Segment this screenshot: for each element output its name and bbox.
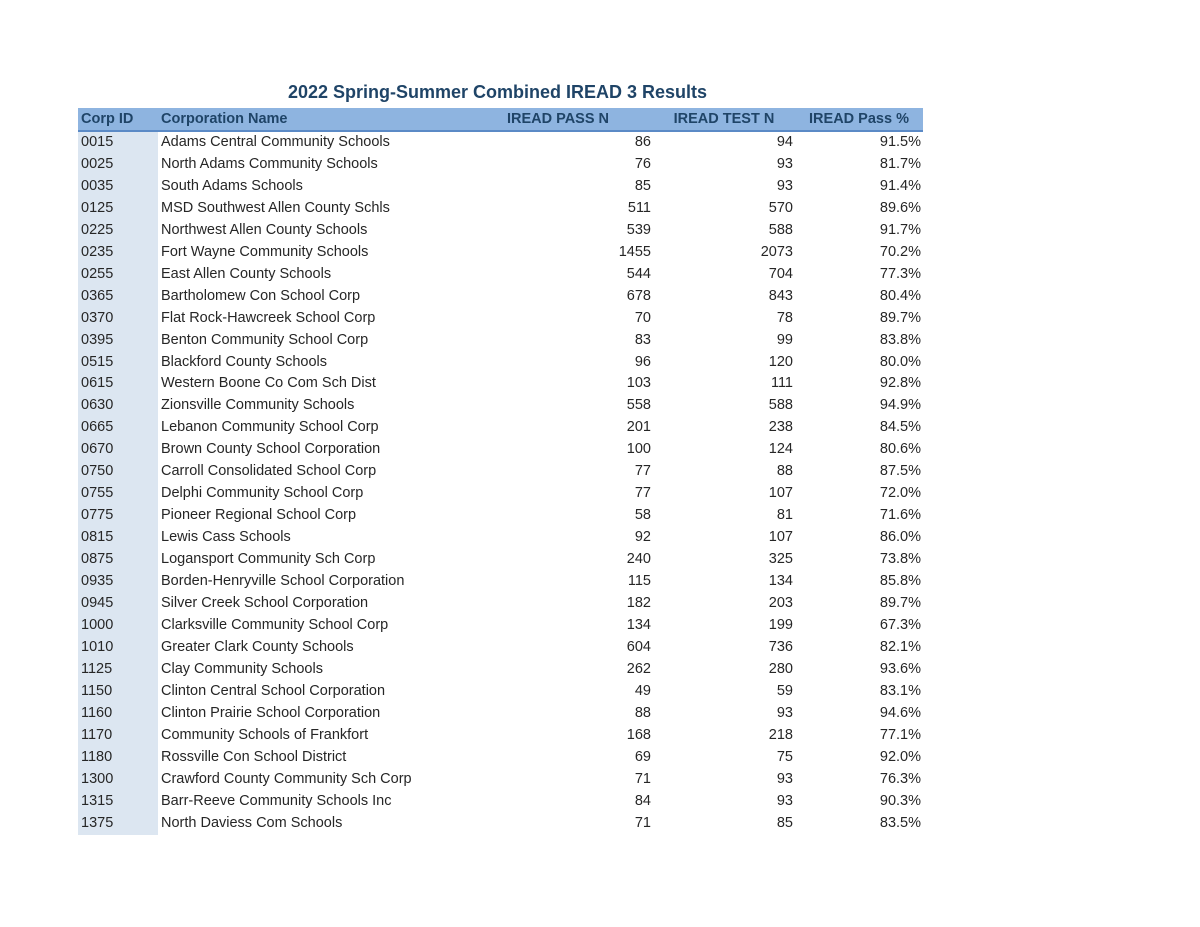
- iread-pass-n-cell: 201: [626, 419, 651, 436]
- iread-pass-pct-cell: 77.1%: [879, 726, 921, 743]
- table-row: [78, 681, 923, 703]
- table-row: [78, 417, 923, 439]
- corporation-name-cell: Rossville Con School District: [161, 748, 347, 765]
- iread-test-n-cell: 81: [776, 507, 793, 524]
- iread-pass-n-cell: 88: [634, 704, 651, 721]
- iread-pass-n-cell: 511: [627, 199, 651, 216]
- corporation-name-cell: Clinton Central School Corporation: [161, 682, 386, 699]
- iread-pass-n-cell: 96: [634, 353, 651, 370]
- corporation-name-cell: Northwest Allen County Schools: [161, 221, 368, 238]
- corporation-name-cell: Bartholomew Con School Corp: [161, 287, 361, 304]
- iread-test-n-cell: 78: [776, 309, 793, 326]
- iread-pass-pct-cell: 91.5%: [879, 134, 921, 150]
- corporation-name-cell: Clinton Prairie School Corporation: [161, 704, 381, 721]
- iread-pass-pct-cell: 89.7%: [879, 595, 921, 612]
- iread-pass-pct-cell: 92.0%: [879, 748, 921, 765]
- table-row: [78, 330, 923, 352]
- iread-pass-n-cell: 115: [627, 573, 651, 590]
- corporation-name-cell: MSD Southwest Allen County Schls: [161, 199, 390, 216]
- corp-id-cell: 1160: [78, 703, 158, 725]
- corporation-name-cell: Lewis Cass Schools: [161, 529, 291, 546]
- iread-pass-n-cell: 83: [634, 331, 651, 348]
- iread-test-n-cell: 93: [776, 770, 793, 787]
- iread-test-n-cell: 124: [768, 441, 793, 458]
- iread-test-n-cell: 94: [776, 134, 793, 150]
- table-row: [78, 637, 923, 659]
- iread-pass-pct-cell: 80.6%: [879, 441, 921, 458]
- table-body: [78, 131, 923, 835]
- table-row: [78, 395, 923, 417]
- table-row: [78, 549, 923, 571]
- corporation-name-cell: Flat Rock-Hawcreek School Corp: [161, 309, 376, 326]
- table-row: [78, 131, 923, 154]
- iread-pass-pct-cell: 83.1%: [879, 682, 921, 699]
- column-header-iread-test-n: IREAD TEST N: [653, 108, 795, 131]
- iread-pass-n-cell: 544: [626, 265, 651, 282]
- iread-pass-n-cell: 86: [634, 134, 651, 150]
- iread-pass-n-cell: 92: [634, 529, 651, 546]
- iread-pass-pct-cell: 72.0%: [879, 485, 921, 502]
- iread-pass-pct-cell: 81.7%: [879, 155, 921, 172]
- corporation-name-cell: Brown County School Corporation: [161, 441, 381, 458]
- table-row: [78, 198, 923, 220]
- corporation-name-cell: Logansport Community Sch Corp: [161, 551, 376, 568]
- table-row: [78, 264, 923, 286]
- corporation-name-cell: Silver Creek School Corporation: [161, 595, 369, 612]
- corporation-name-cell: Carroll Consolidated School Corp: [161, 463, 377, 480]
- iread-test-n-cell: 59: [776, 682, 793, 699]
- iread-pass-n-cell: 262: [626, 660, 651, 677]
- table-row: [78, 154, 923, 176]
- corporation-name-cell: Barr-Reeve Community Schools Inc: [161, 792, 392, 809]
- corp-id-cell: 0255: [78, 264, 158, 286]
- iread-pass-pct-cell: 94.6%: [879, 704, 921, 721]
- iread-test-n-cell: 325: [768, 551, 793, 568]
- iread-test-n-cell: 111: [770, 375, 793, 392]
- iread-test-n-cell: 93: [776, 177, 793, 194]
- iread-test-n-cell: 75: [776, 748, 793, 765]
- corp-id-cell: 0935: [78, 571, 158, 593]
- table-row: [78, 571, 923, 593]
- iread-test-n-cell: 85: [776, 814, 793, 831]
- iread-pass-n-cell: 49: [634, 682, 651, 699]
- column-header-corporation-name: Corporation Name: [158, 108, 463, 131]
- iread-test-n-cell: 134: [768, 573, 793, 590]
- iread-pass-n-cell: 240: [626, 551, 651, 568]
- iread-test-n-cell: 280: [768, 660, 793, 677]
- iread-pass-pct-cell: 89.6%: [879, 199, 921, 216]
- page-title: 2022 Spring-Summer Combined IREAD 3 Results: [287, 82, 708, 102]
- iread-pass-pct-cell: 93.6%: [879, 660, 921, 677]
- iread-pass-pct-cell: 77.3%: [879, 265, 921, 282]
- corporation-name-cell: Benton Community School Corp: [161, 331, 369, 348]
- iread-test-n-cell: 99: [776, 331, 793, 348]
- table-row: [78, 813, 923, 835]
- iread-test-n-cell: 704: [768, 265, 793, 282]
- iread-test-n-cell: 570: [768, 199, 793, 216]
- corp-id-cell: 1375: [78, 813, 158, 835]
- iread-pass-n-cell: 77: [634, 463, 651, 480]
- corporation-name-cell: Clay Community Schools: [161, 660, 323, 677]
- iread-pass-n-cell: 70: [634, 309, 651, 326]
- iread-pass-pct-cell: 76.3%: [879, 770, 921, 787]
- iread-test-n-cell: 2073: [760, 243, 793, 260]
- corporation-name-cell: Delphi Community School Corp: [161, 485, 364, 502]
- iread-pass-pct-cell: 84.5%: [879, 419, 921, 436]
- table-row: [78, 791, 923, 813]
- corp-id-cell: 0515: [78, 352, 158, 374]
- corp-id-cell: 1180: [78, 747, 158, 769]
- table-row: [78, 461, 923, 483]
- iread-pass-pct-cell: 89.7%: [879, 309, 921, 326]
- iread-pass-pct-cell: 71.6%: [879, 507, 921, 524]
- corporation-name-cell: Borden-Henryville School Corporation: [161, 573, 405, 590]
- iread-pass-n-cell: 678: [626, 287, 651, 304]
- corporation-name-cell: Crawford County Community Sch Corp: [161, 770, 412, 787]
- corporation-name-cell: Community Schools of Frankfort: [161, 726, 369, 743]
- corp-id-cell: 0755: [78, 483, 158, 505]
- iread-test-n-cell: 93: [776, 792, 793, 809]
- table-row: [78, 747, 923, 769]
- iread-test-n-cell: 588: [768, 221, 793, 238]
- table-row: [78, 286, 923, 308]
- corp-id-cell: 0015: [78, 131, 158, 154]
- iread-pass-pct-cell: 90.3%: [879, 792, 921, 809]
- iread-pass-pct-cell: 91.7%: [879, 221, 921, 238]
- corporation-name-cell: Western Boone Co Com Sch Dist: [161, 375, 376, 392]
- column-header-iread-pass-: IREAD Pass %: [795, 108, 923, 131]
- corp-id-cell: 1315: [78, 791, 158, 813]
- corp-id-cell: 0670: [78, 439, 158, 461]
- header-row: [78, 108, 923, 131]
- corp-id-cell: 0750: [78, 461, 158, 483]
- corp-id-cell: 1125: [78, 659, 158, 681]
- iread-pass-n-cell: 100: [626, 441, 651, 458]
- column-header-corp-id: Corp ID: [78, 108, 158, 131]
- table-row: [78, 725, 923, 747]
- table-row: [78, 615, 923, 637]
- iread-pass-n-cell: 76: [634, 155, 651, 172]
- corp-id-cell: 1300: [78, 769, 158, 791]
- table-row: [78, 176, 923, 198]
- table-row: [78, 308, 923, 330]
- iread-test-n-cell: 107: [768, 485, 793, 502]
- corp-id-cell: 0945: [78, 593, 158, 615]
- iread-test-n-cell: 238: [768, 419, 793, 436]
- iread-pass-pct-cell: 92.8%: [879, 375, 921, 392]
- iread-pass-pct-cell: 94.9%: [879, 397, 921, 414]
- table-row: [78, 242, 923, 264]
- corporation-name-cell: Pioneer Regional School Corp: [161, 507, 357, 524]
- iread-test-n-cell: 199: [768, 616, 793, 633]
- corp-id-cell: 0615: [78, 373, 158, 395]
- table-row: [78, 527, 923, 549]
- iread-pass-n-cell: 71: [634, 770, 651, 787]
- iread-test-n-cell: 88: [776, 463, 793, 480]
- corp-id-cell: 1000: [78, 615, 158, 637]
- iread-test-n-cell: 736: [768, 638, 793, 655]
- iread-pass-n-cell: 69: [634, 748, 651, 765]
- corp-id-cell: 0235: [78, 242, 158, 264]
- table-header: [78, 108, 923, 131]
- iread-pass-pct-cell: 70.2%: [879, 243, 921, 260]
- iread-pass-pct-cell: 86.0%: [879, 529, 921, 546]
- table-row: [78, 703, 923, 725]
- corporation-name-cell: Zionsville Community Schools: [161, 397, 355, 414]
- table-row: [78, 593, 923, 615]
- iread-test-n-cell: 93: [776, 704, 793, 721]
- corporation-name-cell: South Adams Schools: [161, 177, 303, 194]
- iread-pass-n-cell: 77: [634, 485, 651, 502]
- iread-test-n-cell: 203: [768, 595, 793, 612]
- corp-id-cell: 0395: [78, 330, 158, 352]
- iread-pass-pct-cell: 85.8%: [879, 573, 921, 590]
- corporation-name-cell: Clarksville Community School Corp: [161, 616, 389, 633]
- iread-pass-n-cell: 168: [626, 726, 651, 743]
- iread-pass-pct-cell: 91.4%: [879, 177, 921, 194]
- iread-pass-n-cell: 182: [626, 595, 651, 612]
- table-row: [78, 659, 923, 681]
- corp-id-cell: 0370: [78, 308, 158, 330]
- iread-pass-pct-cell: 80.0%: [879, 353, 921, 370]
- iread-pass-n-cell: 134: [626, 616, 651, 633]
- iread-pass-pct-cell: 67.3%: [879, 616, 921, 633]
- table-row: [78, 352, 923, 374]
- corp-id-cell: 0365: [78, 286, 158, 308]
- corp-id-cell: 0125: [78, 198, 158, 220]
- corporation-name-cell: Lebanon Community School Corp: [161, 419, 379, 436]
- iread-pass-n-cell: 1455: [618, 243, 651, 260]
- corporation-name-cell: North Daviess Com Schools: [161, 814, 343, 831]
- iread-pass-pct-cell: 87.5%: [879, 463, 921, 480]
- corporation-name-cell: Greater Clark County Schools: [161, 638, 354, 655]
- iread-test-n-cell: 93: [776, 155, 793, 172]
- corp-id-cell: 0665: [78, 417, 158, 439]
- table-row: [78, 483, 923, 505]
- corp-id-cell: 0225: [78, 220, 158, 242]
- table-row: [78, 505, 923, 527]
- iread-pass-n-cell: 103: [626, 375, 651, 392]
- iread-pass-pct-cell: 83.8%: [879, 331, 921, 348]
- table-row: [78, 373, 923, 395]
- iread-pass-pct-cell: 83.5%: [879, 814, 921, 831]
- corporation-name-cell: Blackford County Schools: [161, 353, 328, 370]
- iread-pass-n-cell: 58: [634, 507, 651, 524]
- iread-pass-n-cell: 604: [626, 638, 651, 655]
- corporation-name-cell: Fort Wayne Community Schools: [161, 243, 369, 260]
- iread-pass-pct-cell: 73.8%: [879, 551, 921, 568]
- corp-id-cell: 0775: [78, 505, 158, 527]
- corp-id-cell: 1170: [78, 725, 158, 747]
- table-row: [78, 439, 923, 461]
- iread-test-n-cell: 107: [768, 529, 793, 546]
- corporation-name-cell: East Allen County Schools: [161, 265, 332, 282]
- corporation-name-cell: North Adams Community Schools: [161, 155, 378, 172]
- corp-id-cell: 0815: [78, 527, 158, 549]
- corp-id-cell: 1150: [78, 681, 158, 703]
- iread-pass-n-cell: 84: [634, 792, 651, 809]
- table-row: [78, 220, 923, 242]
- iread-test-n-cell: 218: [768, 726, 793, 743]
- iread-pass-n-cell: 539: [626, 221, 651, 238]
- iread-test-n-cell: 588: [768, 397, 793, 414]
- iread-pass-n-cell: 85: [634, 177, 651, 194]
- iread-pass-n-cell: 558: [626, 397, 651, 414]
- corp-id-cell: 1010: [78, 637, 158, 659]
- iread-pass-pct-cell: 80.4%: [879, 287, 921, 304]
- table-row: [78, 769, 923, 791]
- results-table: [78, 108, 923, 835]
- iread-pass-pct-cell: 82.1%: [879, 638, 921, 655]
- iread-test-n-cell: 843: [768, 287, 793, 304]
- corp-id-cell: 0035: [78, 176, 158, 198]
- corp-id-cell: 0630: [78, 395, 158, 417]
- corp-id-cell: 0025: [78, 154, 158, 176]
- iread-test-n-cell: 120: [768, 353, 793, 370]
- iread-pass-n-cell: 71: [634, 814, 651, 831]
- corp-id-cell: 0875: [78, 549, 158, 571]
- corporation-name-cell: Adams Central Community Schools: [161, 134, 390, 150]
- column-header-iread-pass-n: IREAD PASS N: [463, 108, 653, 131]
